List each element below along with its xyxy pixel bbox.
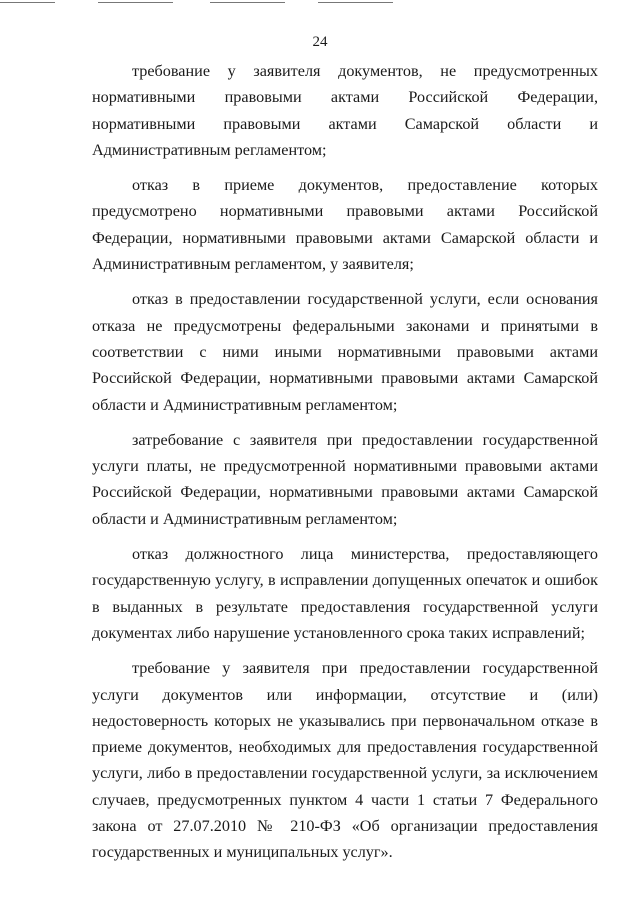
page-number: 24 — [312, 34, 328, 50]
paragraph: требование у заявителя документов, не предусмотренных нормативными правовыми актами Российской Федерации, нормативными правовыми актами Самарской области и Административным регламентом; — [92, 62, 598, 159]
paragraph: отказ в приеме документов, предоставление которых предусмотрено нормативными правовыми актами Российской Федерации, нормативными правовыми актами Самарской области и Административным регламентом, у заявителя; — [92, 176, 598, 274]
paragraph: требование у заявителя при предоставлении государственной услуги документов или информации, отсутствие и (или) недостоверность которых не указывались при первоначальном отказе в приеме документов, необходимых для предоставления государственной услуги, либо в предоставлении государственной услуги, за исключением случаев, предусмотренных пунктом 4 части 1 статьи 7 Федерального закона от 27.07.2010 № 210-ФЗ «Об организации предоставления государственных и муниципальных услуг». — [92, 659, 598, 862]
document-body — [92, 58, 598, 875]
paragraph: отказ должностного лица министерства, предоставляющего государственную услугу, в исправлении допущенных опечаток и ошибок в выданных в результате предоставления государственной услуги документах либо нарушение установленного срока таких исправлений; — [92, 545, 598, 642]
scan-mark — [210, 2, 285, 3]
scan-edge-marks — [0, 0, 640, 6]
scan-mark — [318, 2, 393, 3]
scan-mark — [98, 2, 173, 3]
scan-mark — [0, 2, 55, 3]
paragraph: отказ в предоставлении государственной услуги, если основания отказа не предусмотрены федеральными законами и принятыми в соответствии с ними иными нормативными правовыми актами Российской Федерации, нормативными правовыми актами Самарской области и Административным регламентом; — [92, 290, 598, 414]
paragraph: затребование с заявителя при предоставлении государственной услуги платы, не предусмотренной нормативными правовыми актами Российской Федерации, нормативными правовыми актами Самарской области и Административным регламентом; — [92, 430, 598, 528]
